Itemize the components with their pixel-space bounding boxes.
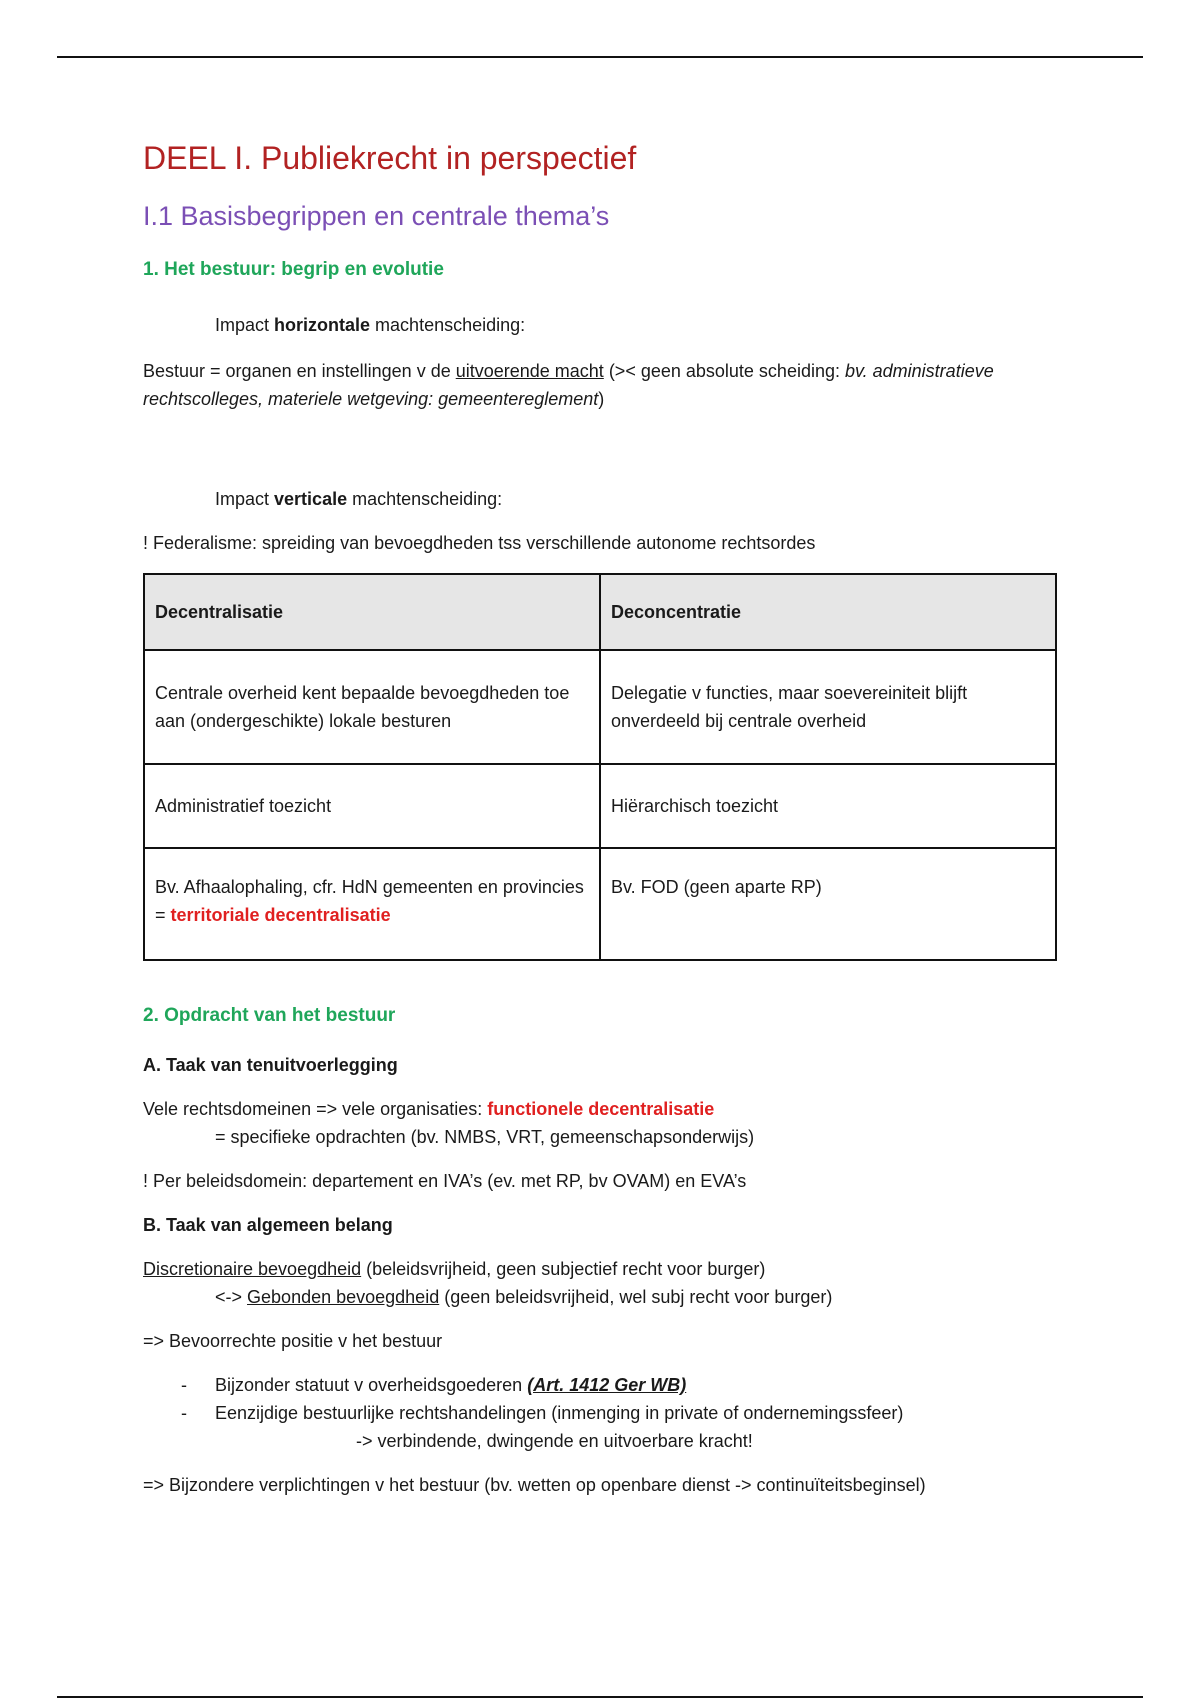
table-cell: Hiërarchisch toezicht xyxy=(600,764,1056,848)
footer-rule xyxy=(57,1696,1143,1698)
task-b-heading: B. Taak van algemeen belang xyxy=(143,1215,393,1235)
task-b-line1: Discretionaire bevoegdheid (beleidsvrijheid, geen subjectief recht voor burger) xyxy=(143,1259,766,1279)
task-a-note: ! Per beleidsdomein: departement en IVA’s (ev. met RP, bv OVAM) en EVA’s xyxy=(143,1171,747,1191)
horizontal-impact: Impact horizontale machtenscheiding: xyxy=(215,315,526,335)
table-header-cell: Deconcentratie xyxy=(600,574,1056,650)
task-a-heading: A. Taak van tenuitvoerlegging xyxy=(143,1055,398,1075)
document-body xyxy=(143,140,1063,1499)
federalisme-note: ! Federalisme: spreiding van bevoegdheden tss verschillende autonome rechtsordes xyxy=(143,533,816,553)
section-2-heading: 2. Opdracht van het bestuur xyxy=(143,1005,396,1026)
list-item: - Bijzonder statuut v overheidsgoederen (Art. 1412 Ger WB) xyxy=(143,1371,1063,1399)
task-a-line2: = specifieke opdrachten (bv. NMBS, VRT, gemeenschapsonderwijs) xyxy=(215,1127,755,1147)
bevoorrechte-positie: => Bevoorrechte positie v het bestuur xyxy=(143,1331,443,1351)
bestuur-definition: Bestuur = organen en instellingen v de uitvoerende macht (>< geen absolute scheiding: bv. administratieve rechtscolleges, materiele wetgeving: gemeentereglement) xyxy=(143,361,994,409)
table-cell: Centrale overheid kent bepaalde bevoegdheden toe aan (ondergeschikte) lokale besturen xyxy=(144,650,600,764)
table-header-row xyxy=(144,574,1056,650)
table-row xyxy=(144,764,1056,848)
table-cell: Bv. FOD (geen aparte RP) xyxy=(600,848,1056,960)
section-1-heading: 1. Het bestuur: begrip en evolutie xyxy=(143,259,444,280)
bijzondere-verplichtingen: => Bijzondere verplichtingen v het bestuur (bv. wetten op openbare dienst -> continuïteitsbeginsel) xyxy=(143,1475,926,1495)
bullet-dash: - xyxy=(181,1403,187,1423)
vertical-impact: Impact verticale machtenscheiding: xyxy=(215,489,503,509)
page-title: DEEL I. Publiekrecht in perspectief xyxy=(143,140,637,176)
bullet-2-sub: -> verbindende, dwingende en uitvoerbare kracht! xyxy=(356,1431,753,1451)
task-b-line2: <-> Gebonden bevoegdheid (geen beleidsvrijheid, wel subj recht voor burger) xyxy=(215,1287,833,1307)
section-subtitle: I.1 Basisbegrippen en centrale thema’s xyxy=(143,201,610,231)
list-item: - Eenzijdige bestuurlijke rechtshandelingen (inmenging in private of ondernemingssfeer) xyxy=(143,1399,1063,1427)
header-rule xyxy=(57,56,1143,58)
table-cell: Bv. Afhaalophaling, cfr. HdN gemeenten en provincies = territoriale decentralisatie xyxy=(144,848,600,960)
table-cell: Delegatie v functies, maar soevereiniteit blijft onverdeeld bij centrale overheid xyxy=(600,650,1056,764)
table-row xyxy=(144,650,1056,764)
table-cell: Administratief toezicht xyxy=(144,764,600,848)
comparison-table xyxy=(143,573,1057,961)
table-row xyxy=(144,848,1056,960)
bullet-dash: - xyxy=(181,1375,187,1395)
task-a-line1: Vele rechtsdomeinen => vele organisaties: functionele decentralisatie xyxy=(143,1099,715,1119)
table-header-cell: Decentralisatie xyxy=(144,574,600,650)
